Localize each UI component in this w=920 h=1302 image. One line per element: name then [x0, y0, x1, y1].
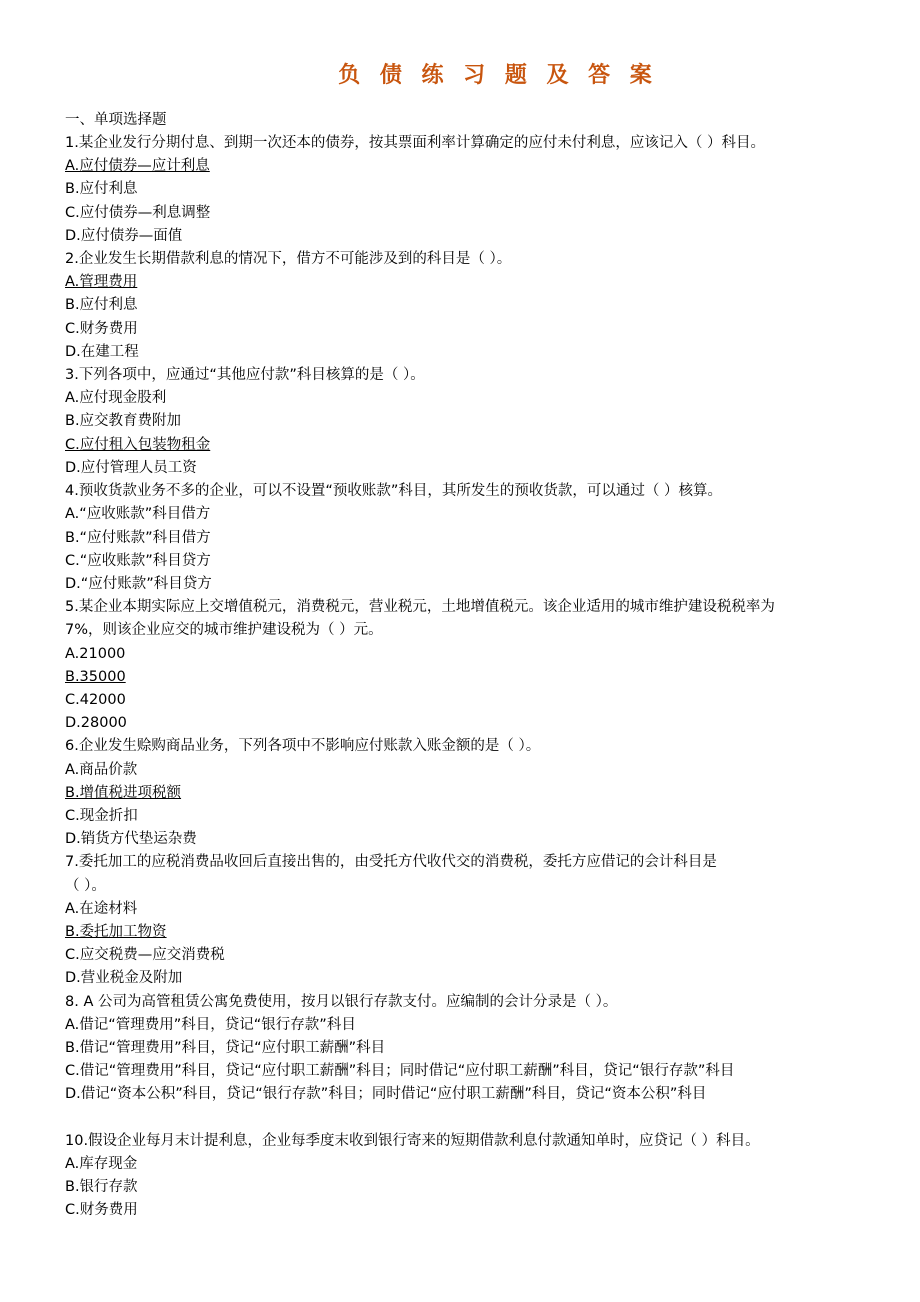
q10-stem: 10.假设企业每月末计提利息，企业每季度末收到银行寄来的短期借款利息付款通知单时，应贷记（ ）科目。 — [65, 1133, 760, 1149]
q7-option-c: C.应交税费—应交消费税 — [65, 947, 225, 963]
q1-option-b: B.应付利息 — [65, 181, 138, 197]
q8-option-d: D.借记“资本公积”科目，贷记“银行存款”科目；同时借记“应付职工薪酬”科目，贷记“资本公积”科目 — [65, 1086, 707, 1102]
q4-stem: 4.预收货款业务不多的企业，可以不设置“预收账款”科目，其所发生的预收货款，可以通过（ ）核算。 — [65, 483, 722, 499]
q6-option-d: D.销货方代垫运杂费 — [65, 831, 197, 847]
q3-option-a: A.应付现金股利 — [65, 390, 167, 406]
q8-option-a: A.借记“管理费用”科目，贷记“银行存款”科目 — [65, 1017, 356, 1033]
q5-option-b-answer: B.35000 — [65, 669, 126, 685]
q5-stem-line2: 7%，则该企业应交的城市维护建设税为（ ）元。 — [65, 622, 383, 638]
q2-stem: 2.企业发生长期借款利息的情况下，借方不可能涉及到的科目是（ ）。 — [65, 251, 512, 267]
q3-option-d: D.应付管理人员工资 — [65, 460, 197, 476]
q6-option-b-answer: B.增值税进项税额 — [65, 785, 182, 801]
q2-option-b: B.应付利息 — [65, 297, 138, 313]
q5-option-a: A.21000 — [65, 646, 126, 662]
q1-option-c: C.应付债券—利息调整 — [65, 205, 211, 221]
q7-option-d: D.营业税金及附加 — [65, 970, 183, 986]
q3-option-c-answer: C.应付租入包装物租金 — [65, 437, 211, 453]
q7-stem-line1: 7.委托加工的应税消费品收回后直接出售的，由受托方代收代交的消费税，委托方应借记的会计科目是 — [65, 854, 717, 870]
q4-option-d: D.“应付账款”科目贷方 — [65, 576, 212, 592]
q6-option-c: C.现金折扣 — [65, 808, 138, 824]
q10-option-c: C.财务费用 — [65, 1202, 138, 1218]
q6-stem: 6.企业发生赊购商品业务，下列各项中不影响应付账款入账金额的是（ ）。 — [65, 738, 541, 754]
q1-option-a-answer: A.应付债券—应计利息 — [65, 158, 210, 174]
q7-option-a: A.在途材料 — [65, 901, 138, 917]
q7-stem-line2: （ ）。 — [65, 878, 106, 894]
q3-option-b: B.应交教育费附加 — [65, 413, 182, 429]
q8-stem: 8. A 公司为高管租赁公寓免费使用，按月以银行存款支付。应编制的会计分录是（ ）。 — [65, 994, 618, 1010]
q6-option-a: A.商品价款 — [65, 762, 138, 778]
q2-option-c: C.财务费用 — [65, 321, 138, 337]
q4-option-b: B.“应付账款”科目借方 — [65, 530, 211, 546]
q10-option-a: A.库存现金 — [65, 1156, 138, 1172]
q5-option-c: C.42000 — [65, 692, 126, 708]
q2-option-a-answer: A.管理费用 — [65, 274, 138, 290]
page-title: 负 债 练 习 题 及 答 案 — [338, 62, 658, 88]
section-heading: 一、单项选择题 — [65, 112, 167, 128]
q1-stem: 1.某企业发行分期付息、到期一次还本的债券，按其票面利率计算确定的应付未付利息，应该记入（ ）科目。 — [65, 135, 765, 151]
q7-option-b-answer: B.委托加工物资 — [65, 924, 167, 940]
q4-option-a: A.“应收账款”科目借方 — [65, 506, 211, 522]
q5-stem-line1: 5.某企业本期实际应上交增值税元，消费税元，营业税元，土地增值税元。该企业适用的城市维护建设税税率为 — [65, 599, 775, 615]
q3-stem: 3.下列各项中，应通过“其他应付款”科目核算的是（ ）。 — [65, 367, 425, 383]
q8-option-c: C.借记“管理费用”科目，贷记“应付职工薪酬”科目；同时借记“应付职工薪酬”科目，贷记“银行存款”科目 — [65, 1063, 735, 1079]
q2-option-d: D.在建工程 — [65, 344, 139, 360]
q8-option-b: B.借记“管理费用”科目，贷记“应付职工薪酬”科目 — [65, 1040, 386, 1056]
q4-option-c: C.“应收账款”科目贷方 — [65, 553, 211, 569]
q1-option-d: D.应付债券—面值 — [65, 228, 183, 244]
q5-option-d: D.28000 — [65, 715, 127, 731]
q10-option-b: B.银行存款 — [65, 1179, 138, 1195]
